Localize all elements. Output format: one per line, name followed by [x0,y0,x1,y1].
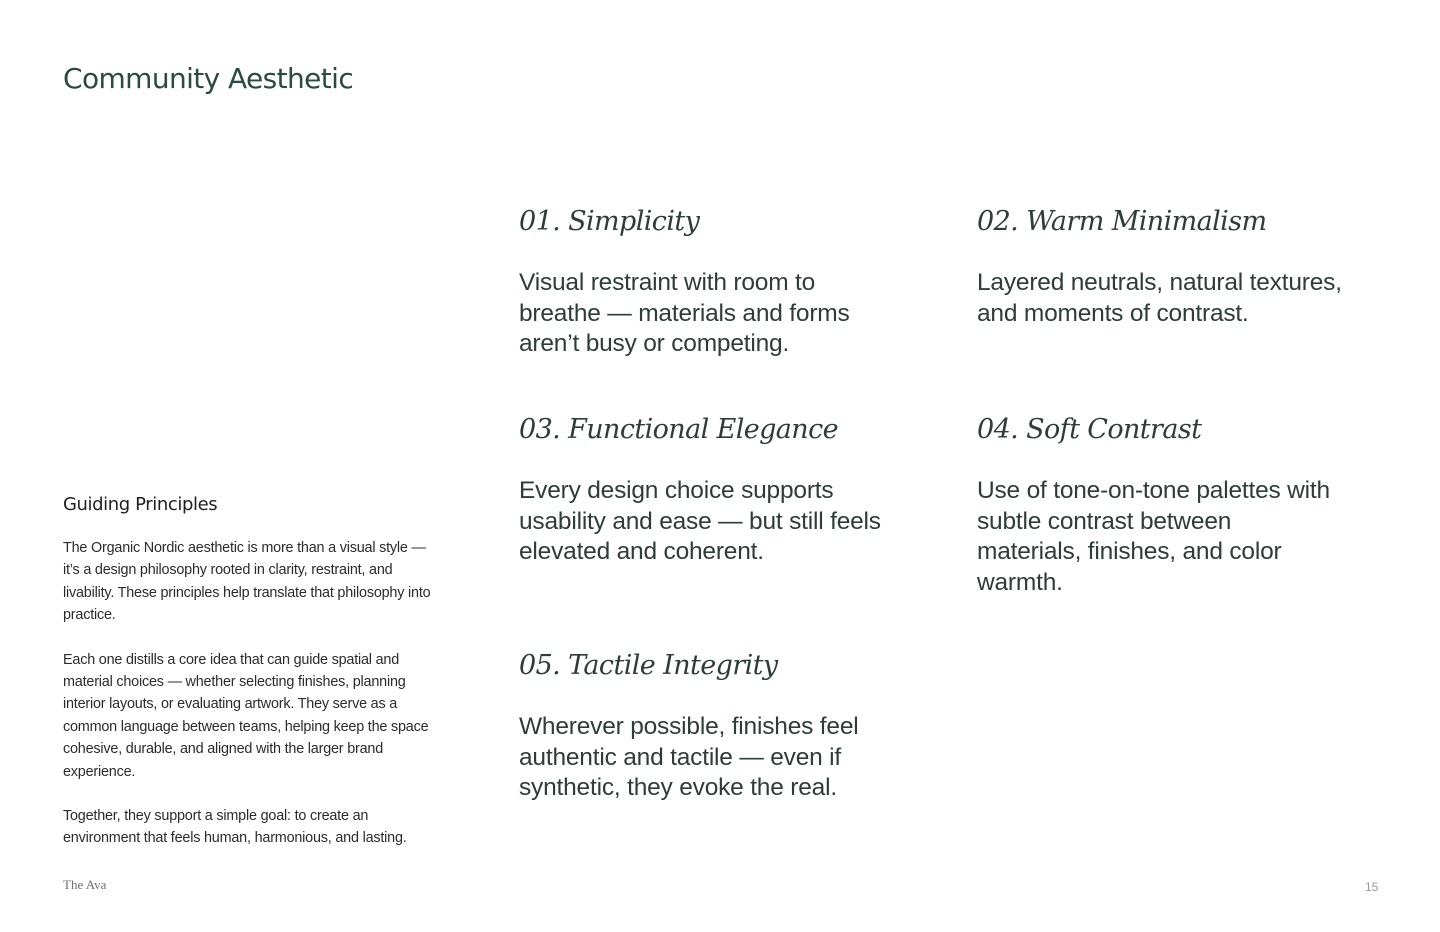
principle-functional-elegance [519,412,899,568]
principle-title: 04. Soft Contrast [977,414,1202,445]
principle-title: 03. Functional Elegance [519,414,838,445]
intro-paragraph: The Organic Nordic aesthetic is more than a visual style — it’s a design philosophy rooted in clarity, restraint, and livability. These principles help translate that philosophy into practice. [63,540,431,624]
principle-description: Every design choice supports usability and ease — but still feels elevated and coherent. [519,477,881,565]
page-title: Community Aesthetic [63,62,354,95]
principle-description: Wherever possible, finishes feel authentic and tactile — even if synthetic, they evoke the real. [519,713,859,801]
footer-brand: The Ava [63,877,107,892]
page-number: 15 [1365,880,1379,894]
principle-title: 02. Warm Minimalism [977,206,1267,237]
principle-description: Layered neutrals, natural textures, and moments of contrast. [977,269,1342,327]
intro-paragraph: Each one distills a core idea that can guide spatial and material choices — whether selecting finishes, planning interior layouts, or evaluating artwork. They serve as a common language between teams, helping keep the space cohesive, durable, and aligned with the larger brand experience. [63,651,429,780]
principle-simplicity [519,204,899,360]
principle-tactile-integrity [519,648,899,804]
intro-paragraph: Together, they support a simple goal: to create an environment that feels human, harmonious, and lasting. [63,808,407,847]
principle-title: 05. Tactile Integrity [519,650,778,681]
intro-heading: Guiding Principles [63,494,218,515]
principle-description: Visual restraint with room to breathe — materials and forms aren’t busy or competing. [519,269,850,357]
principle-soft-contrast [977,412,1337,598]
principle-title: 01. Simplicity [519,206,700,237]
principle-description: Use of tone-on-tone palettes with subtle contrast between materials, finishes, and color warmth. [977,477,1330,596]
guiding-principles-intro [63,494,443,872]
principle-warm-minimalism [977,204,1377,329]
